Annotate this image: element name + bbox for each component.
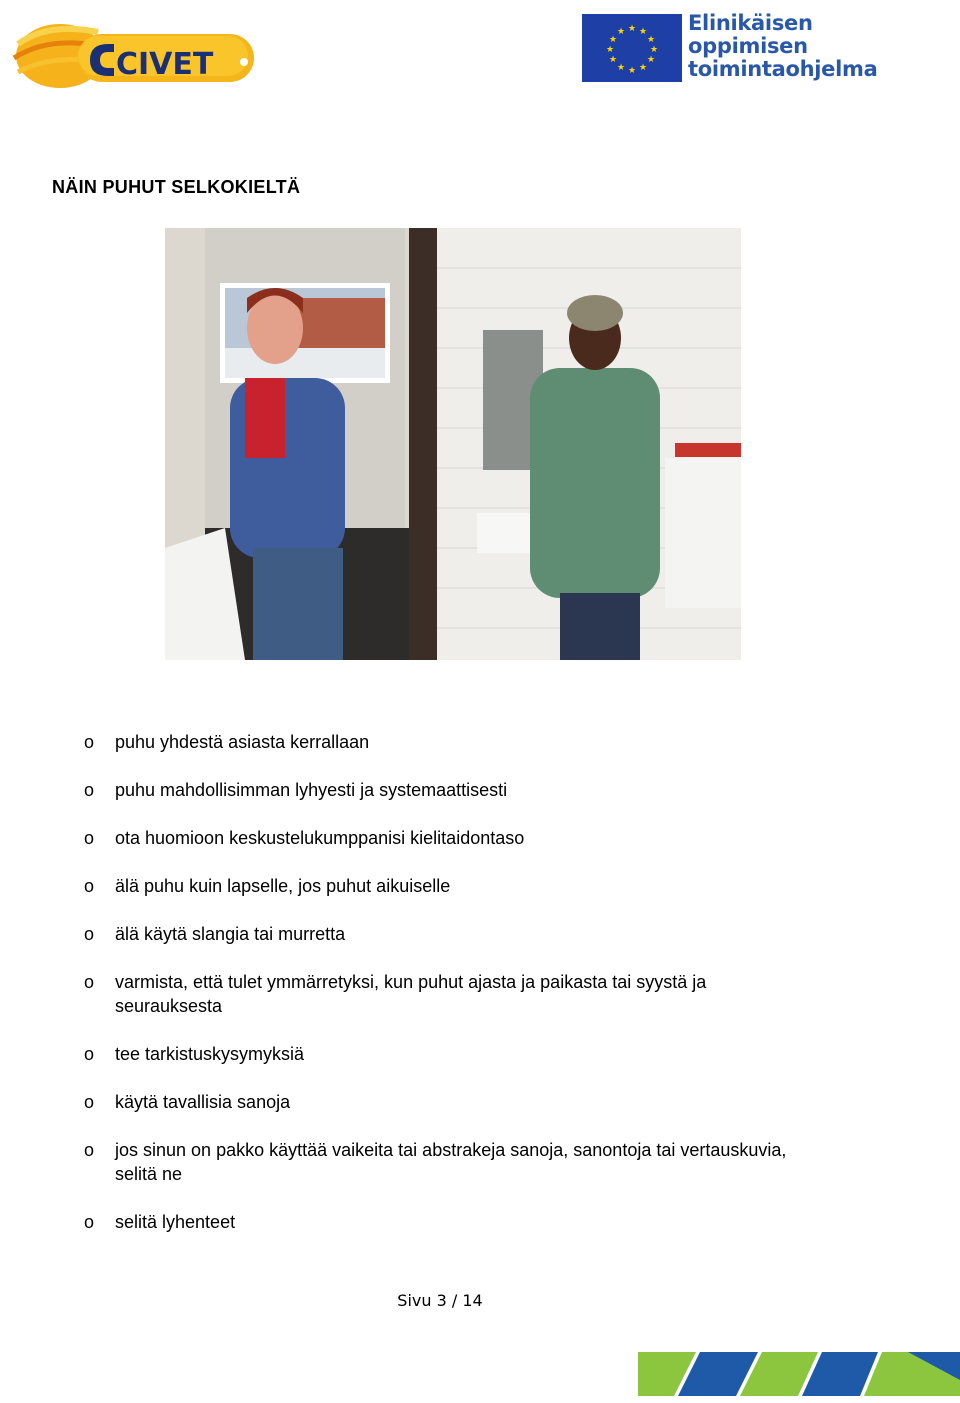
list-item: o tee tarkistuskysymyksiä xyxy=(84,1044,305,1064)
list-item: o käytä tavallisia sanoja xyxy=(84,1092,291,1112)
eu-lifelong-learning-logo xyxy=(582,11,878,84)
bullet-icon: o xyxy=(84,732,95,752)
list-item: o selitä lyhenteet xyxy=(84,1212,236,1232)
list-item: o puhu mahdollisimman lyhyesti ja systemaattisesti xyxy=(84,780,508,800)
bullet-icon: o xyxy=(84,972,95,992)
page-number: Sivu 3 / 14 xyxy=(397,1291,483,1310)
page-title: NÄIN PUHUT SELKOKIELTÄ xyxy=(52,177,301,197)
bullet-icon: o xyxy=(84,1140,95,1160)
list-item: o älä puhu kuin lapselle, jos puhut aikuiselle xyxy=(84,876,451,896)
svg-text:★: ★ xyxy=(649,45,659,55)
list-item: o jos sinun on pakko käyttää vaikeita tai abstrakeja sanoja, sanontoja tai vertauskuvia, selitä ne xyxy=(84,1140,787,1184)
bullet-icon: o xyxy=(84,876,95,896)
civet-logo-text: CIVET xyxy=(116,47,214,82)
eu-program-name: Elinikäisen oppimisen toimintaohjelma xyxy=(688,11,878,81)
bullet-icon: o xyxy=(84,1044,95,1064)
svg-text:★: ★ xyxy=(646,35,656,45)
list-item: o ota huomioon keskustelukumppanisi kielitaidontaso xyxy=(84,828,525,848)
bullet-icon: o xyxy=(84,924,95,944)
svg-text:★: ★ xyxy=(638,63,648,73)
bullet-icon: o xyxy=(84,1092,95,1112)
kitchen-staff-photo xyxy=(165,228,741,660)
bullet-icon: o xyxy=(84,828,95,848)
svg-text:★: ★ xyxy=(616,63,626,73)
list-item: o älä käytä slangia tai murretta xyxy=(84,924,346,944)
list-item: o puhu yhdestä asiasta kerrallaan xyxy=(84,732,370,752)
svg-text:★: ★ xyxy=(627,66,637,76)
advice-list xyxy=(84,730,804,1234)
svg-text:★: ★ xyxy=(605,45,615,55)
svg-text:★: ★ xyxy=(616,27,626,37)
svg-text:★: ★ xyxy=(646,55,656,65)
footer-decoration xyxy=(638,1350,960,1398)
bullet-icon: o xyxy=(84,1212,95,1232)
svg-text:★: ★ xyxy=(627,24,637,34)
civet-logo xyxy=(8,14,258,92)
eu-flag-icon xyxy=(582,14,682,82)
svg-text:★: ★ xyxy=(608,55,618,65)
bullet-icon: o xyxy=(84,780,95,800)
svg-text:★: ★ xyxy=(638,27,648,37)
svg-text:★: ★ xyxy=(608,35,618,45)
list-item: o varmista, että tulet ymmärretyksi, kun puhut ajasta ja paikasta tai syystä ja seurauksesta xyxy=(84,972,707,1016)
